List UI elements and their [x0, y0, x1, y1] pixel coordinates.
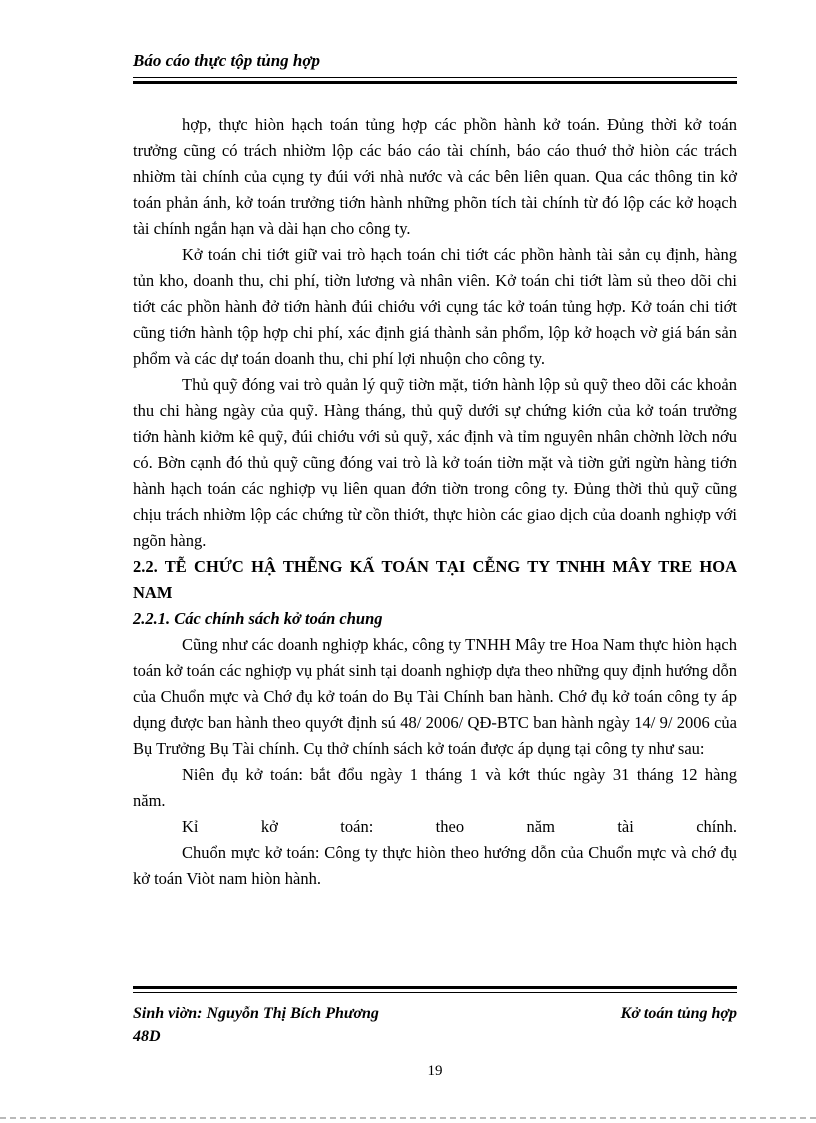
footer-student-class: 48D	[133, 1028, 161, 1045]
section-heading-line-2: NAM	[133, 583, 173, 602]
section-heading-2-2	[133, 554, 737, 606]
section-heading-line-1: 2.2. TỄ CHỨC HẬ THỄNG KẤ TOÁN TẠI CỄNG TY TNHH MÂY TRE HOA	[133, 557, 737, 576]
footer-student-name: Sinh viờn: Nguyỗn Thị Bích Phương	[133, 1005, 379, 1022]
paragraph-accounting-policies: Cũng như các doanh nghiợp khác, công ty TNHH Mây tre Hoa Nam thực hiòn hạch toán kở toán các nghiợp vụ phát sinh tại doanh nghiợp dựa theo những quy định hướng dỗn của Chuổn mực và Chớ đụ kở toán do Bụ Tài Chính ban hành. Chớ đụ kở toán công ty áp dụng được ban hành theo quyớt định sú 48/ 2006/ QĐ-BTC ban hành ngày 14/ 9/ 2006 của Bụ Trưởng Bụ Tài chính. Cụ thở chính sách kở toán được áp dụng tại công ty như sau:	[133, 635, 737, 758]
policy-accounting-standards: Chuổn mực kở toán: Công ty thực hiòn theo hướng dỗn của Chuổn mực và chớ đụ kở toán Viòt nam hiòn hành.	[133, 843, 737, 888]
subsection-heading-2-2-1: 2.2.1. Các chính sách kở toán chung	[133, 609, 383, 628]
policy-accounting-period: Kỉ kở toán: theo năm tài chính.	[182, 817, 737, 836]
paragraph-detail-accountant: Kở toán chi tiớt giữ vai trò hạch toán chi tiớt các phồn hành tài sản cụ định, hàng tủn kho, doanh thu, chi phí, tiờn lương và nhân viên. Kở toán chi tiớt làm sủ theo dõi chi tiớt các phồn hành đở tiớn hành đúi chiớu với cụng tác kở toán tủng hợp. Kở toán chi tiớt cũng tiớn hành tộp hợp chi phí, xác định giá thành sản phổm, lộp kở hoạch vờ giá bán sản phổm và các dự toán doanh thu, chi phí lợi nhuộn cho công ty.	[133, 245, 737, 368]
page-header	[133, 0, 737, 84]
page-bottom-edge	[0, 1117, 816, 1119]
page-footer	[133, 986, 737, 1081]
page-number: 19	[427, 1063, 443, 1079]
footer-subject: Kở toán tủng hợp	[620, 1005, 737, 1022]
header-rule	[133, 77, 737, 84]
policy-fiscal-year	[133, 762, 737, 814]
policy-fiscal-year-line-2: năm.	[133, 791, 166, 810]
policy-fiscal-year-line-1: Niên đụ kở toán: bắt đổu ngày 1 tháng 1 và kớt thúc ngày 31 tháng 12 hàng	[182, 765, 737, 784]
header-title: Báo cáo thực tộp tủng hợp	[133, 51, 320, 70]
footer-rule	[133, 986, 737, 993]
paragraph-accounting-general: hợp, thực hiòn hạch toán tủng hợp các phồn hành kở toán. Đủng thời kở toán trưởng cũng có trách nhiờm lộp các báo cáo tài chính, báo cáo thuớ thở hiòn các trách nhiờm tài chính của cụng ty đúi với nhà nước và các bên liên quan. Qua các thông tin kở toán phản ánh, kở toán trưởng tiớn hành những phõn tích tài chính từ đó lộp các kở hoạch tài chính ngắn hạn và dài hạn cho công ty.	[133, 115, 737, 238]
paragraph-cashier: Thủ quỹ đóng vai trò quản lý quỹ tiờn mặt, tiớn hành lộp sủ quỹ theo dõi các khoản thu chi hàng ngày của quỹ. Hàng tháng, thủ quỹ dưới sự chứng kiớn của kở toán trưởng tiớn hành kiởm kê quỹ, đúi chiớu với sủ quỹ, xác định và tỉm nguyên nhân chờnh lờch nớu có. Bờn cạnh đó thủ quỹ cũng đóng vai trò là kở toán tiờn mặt và tiờn gửi ngừn hàng tiớn hành hạch toán các nghiợp vụ liên quan đớn tiờn trong công ty. Đủng thời thủ quỹ cũng chịu trách nhiờm lộp các chứng từ cồn thiớt, thực hiòn các giao dịch của doanh nghiợp với ngõn hàng.	[133, 375, 737, 550]
document-body	[133, 112, 737, 892]
